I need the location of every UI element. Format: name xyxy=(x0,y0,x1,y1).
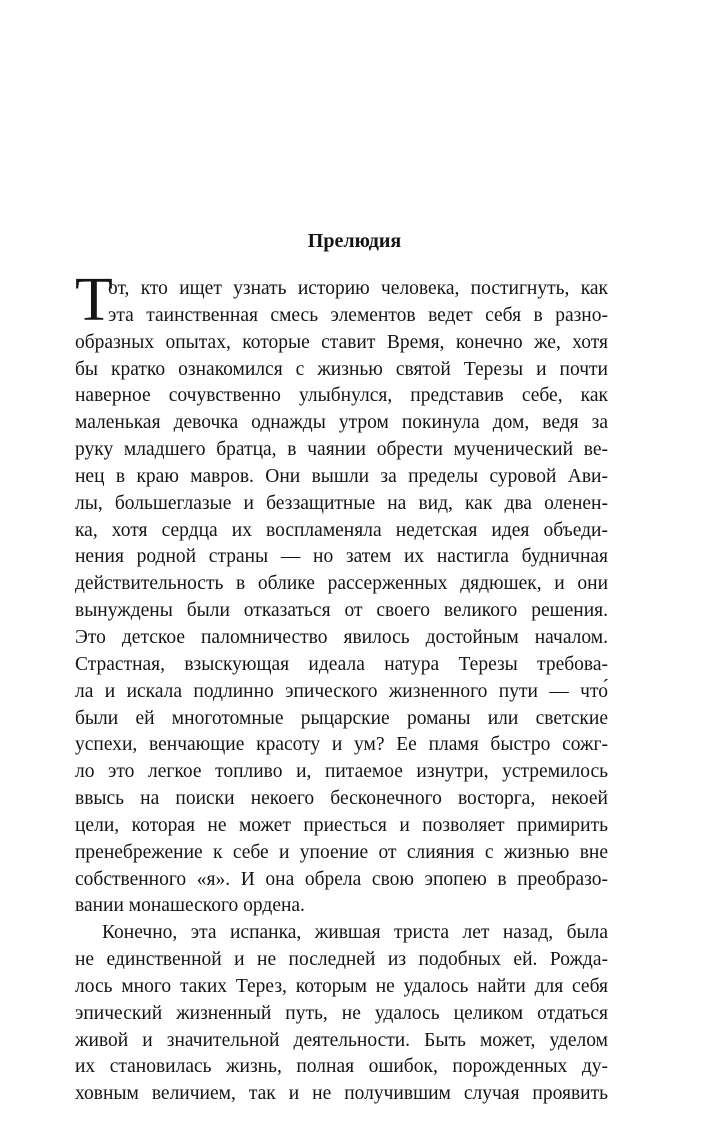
body-text xyxy=(75,276,608,1108)
text-line: ло это легкое топливо и, питаемое изнутри, устремилось xyxy=(75,761,608,783)
text-line: ховным величием, так и не получившим случая проявить xyxy=(75,1083,608,1105)
text-line: ка, хотя сердца их воспламеняла недетская идея объеди- xyxy=(75,519,608,541)
text-line: эпический жизненный путь, не удалось целиком отдаться xyxy=(75,1002,608,1024)
text-line: Это детское паломничество явилось достойным началом. xyxy=(75,626,608,648)
text-line: цели, которая не может приесться и позволяет примирить xyxy=(75,814,608,836)
text-line: Страстная, взыскующая идеала натура Терезы требова- xyxy=(75,653,608,675)
text-line: вынуждены были отказаться от своего великого решения. xyxy=(75,600,608,622)
text-line: были ей многотомные рыцарские романы или светские xyxy=(75,707,608,729)
text-line: собственного «я». И она обрела свою эпопею в преобразо- xyxy=(75,868,608,890)
text-line: образных опытах, которые ставит Время, конечно же, хотя xyxy=(75,331,608,353)
text-line: руку младшего братца, в чаянии обрести мученический ве- xyxy=(75,439,608,461)
text-line: живой и значительной деятельности. Быть может, уделом xyxy=(75,1029,608,1051)
drop-cap-letter: Т xyxy=(75,266,113,334)
text-line: вании монашеского ордена. xyxy=(75,895,305,917)
text-line: их становилась жизнь, полная ошибок, порожденных ду- xyxy=(75,1056,608,1078)
text-line: нец в краю мавров. Они вышли за пределы суровой Ави- xyxy=(75,465,608,487)
text-line: ввысь на поиски некоего бесконечного восторга, некоей xyxy=(75,788,608,810)
text-line: пренебрежение к себе и упоение от слияния с жизнью вне xyxy=(75,841,608,863)
text-line: нения родной страны — но затем их настигла будничная xyxy=(75,546,608,568)
text-line: ла и искала подлинно эпического жизненного пути — что́ xyxy=(75,680,608,702)
chapter-heading: Прелюдия xyxy=(307,230,402,252)
text-line: эта таинственная смесь элементов ведет себя в разно- xyxy=(108,304,608,326)
text-line: лось много таких Терез, которым не удалось найти для себя xyxy=(75,975,608,997)
text-line: маленькая девочка однажды утром покинула дом, ведя за xyxy=(75,412,608,434)
text-line: наверное сочувственно улыбнулся, представив себе, как xyxy=(75,385,608,407)
text-line: бы кратко ознакомился с жизнью святой Терезы и почти xyxy=(75,358,608,380)
text-line: от, кто ищет узнать историю человека, постигнуть, как xyxy=(108,278,608,299)
text-line: Конечно, эта испанка, жившая триста лет назад, была xyxy=(102,922,608,944)
text-line: действительность в облике рассерженных дядюшек, и они xyxy=(75,573,608,595)
text-line: успехи, венчающие красоту и ум? Ее пламя быстро сожг- xyxy=(75,734,608,756)
text-line: лы, большеглазые и беззащитные на вид, как два оленен- xyxy=(75,492,608,514)
text-line: не единственной и не последней из подобных ей. Рожда- xyxy=(75,949,608,971)
